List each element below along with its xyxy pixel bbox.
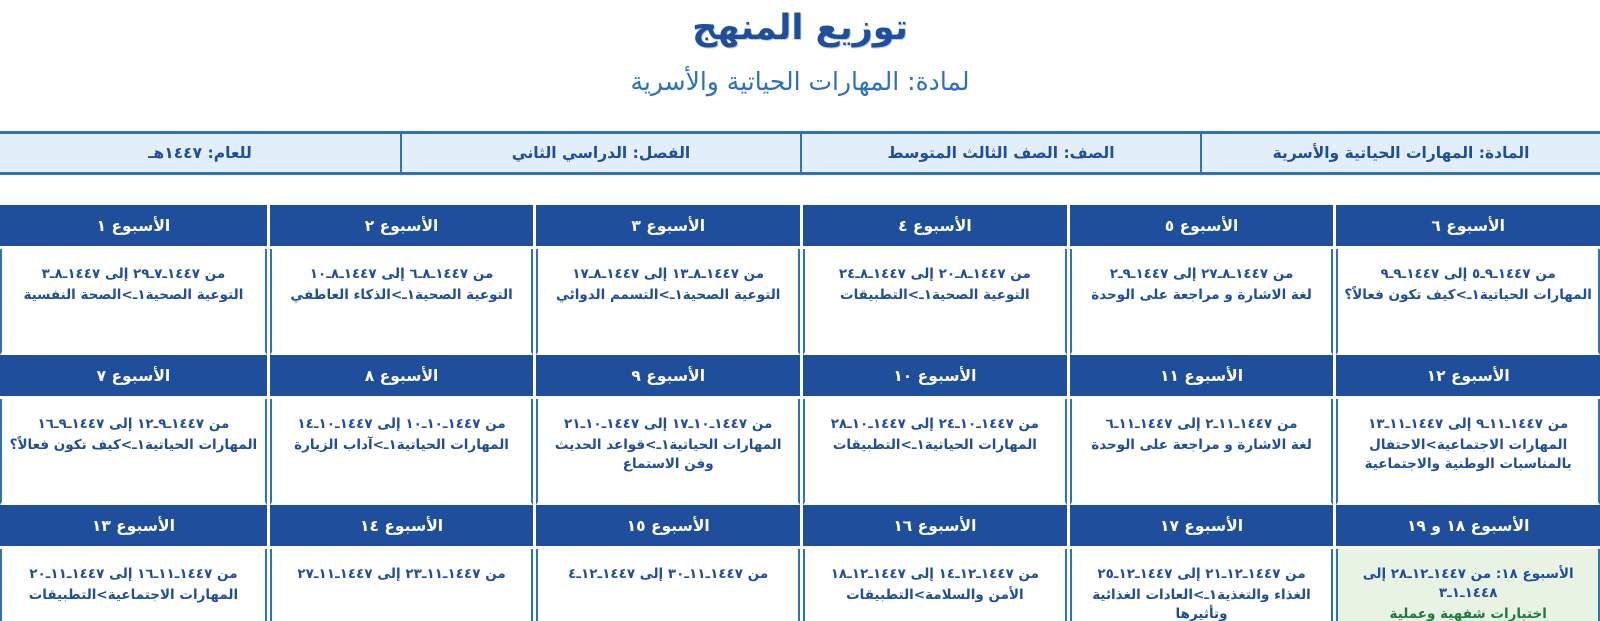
week-header: الأسبوع ١ [0,205,267,249]
week-cell[interactable] [1067,505,1334,621]
week-body [803,549,1067,621]
week-dates: من ١٤٤٧ـ١٢ـ٢١ إلى ١٤٤٧ـ١٢ـ٢٥ [1097,566,1306,582]
week-header: الأسبوع ٤ [803,205,1067,249]
week-header: الأسبوع ١٣ [0,505,267,549]
week-header: الأسبوع ٧ [0,355,267,399]
page-subtitle: لمادة: المهارات الحياتية والأسرية [630,67,970,96]
page-title: توزيع المنهج [692,8,908,48]
week-row [0,505,1600,621]
week-body [803,249,1067,355]
week-topic: التوعية الصحية١ـ>الصحة النفسية [23,287,244,303]
week-body [270,549,534,621]
week-header: الأسبوع ١٢ [1336,355,1600,399]
week-topic: المهارات الاجتماعية>الاحتفال بالمناسبات الوطنية والاجتماعية [1364,437,1572,472]
week-header: الأسبوع ٦ [1336,205,1600,249]
week-body [0,399,267,505]
week-row [0,205,1600,355]
week-body [0,249,267,355]
week-header: الأسبوع ١٥ [536,505,800,549]
week-body [1336,249,1600,355]
week-body [1336,549,1600,621]
week-dates: من ١٤٤٧ـ١١ـ١٦ إلى ١٤٤٧ـ١١ـ٢٠ [29,566,238,582]
week-cell[interactable] [1333,355,1600,505]
week-dates: الأسبوع ١٨: من ١٤٤٧ـ١٢ـ٢٨ إلى ١٤٤٨ـ١ـ٣ [1362,566,1574,601]
week-dates: من ١٤٤٧ـ٩ـ١٢ إلى ١٤٤٧ـ٩ـ١٦ [37,416,230,432]
week-dates: من ١٤٤٧ـ٨ـ٢٧ إلى ١٤٤٧ـ٩ـ٢ [1109,266,1294,282]
week-cell[interactable] [267,505,534,621]
week-topic: لغة الاشارة و مراجعة على الوحدة [1091,437,1312,453]
week-row [0,355,1600,505]
week-header: الأسبوع ١٠ [803,355,1067,399]
week-topic: المهارات الحياتية١ـ>قواعد الحديث وفن الاستماع [554,437,782,472]
week-topic: المهارات الحياتية١ـ>كيف تكون فعالاً؟ [9,437,258,453]
week-topic: الأمن والسلامة>التطبيقات [846,587,1024,603]
week-header: الأسبوع ١٧ [1070,505,1334,549]
info-term: الفصل: الدراسي الثاني [400,134,800,172]
week-cell[interactable] [0,355,267,505]
week-body [1336,399,1600,505]
week-dates: من ١٤٤٧ـ١٠ـ١٧ إلى ١٤٤٧ـ١٠ـ٢١ [564,416,773,432]
week-topic: لغة الاشارة و مراجعة على الوحدة [1091,287,1312,303]
week-dates: من ١٤٤٧ـ١١ـ٢ إلى ١٤٤٧ـ١١ـ٦ [1105,416,1298,432]
week-dates: من ١٤٤٧ـ١٠ـ١٠ إلى ١٤٤٧ـ١٠ـ١٤ [297,416,506,432]
week-body [1070,399,1334,505]
week-header: الأسبوع ٥ [1070,205,1334,249]
week-dates: من ١٤٤٧ـ١١ـ٢٣ إلى ١٤٤٧ـ١١ـ٢٧ [297,566,506,582]
week-header: الأسبوع ١٨ و ١٩ [1336,505,1600,549]
info-subject: المادة: المهارات الحياتية والأسرية [1200,134,1600,172]
week-cell[interactable] [533,355,800,505]
week-cell[interactable] [1067,355,1334,505]
week-header: الأسبوع ٨ [270,355,534,399]
week-dates: من ١٤٤٧ـ٩ـ٥ إلى ١٤٤٧ـ٩ـ٩ [1380,266,1556,282]
week-cell[interactable] [1333,205,1600,355]
week-topic: المهارات الحياتية١ـ>التطبيقات [832,437,1037,453]
week-dates: من ١٤٤٧ـ٨ـ٦ إلى ١٤٤٧ـ٨ـ١٠ [309,266,494,282]
week-cell[interactable] [0,205,267,355]
week-header: الأسبوع ٢ [270,205,534,249]
week-header: الأسبوع ٩ [536,355,800,399]
week-topic: التوعية الصحية١ـ>التطبيقات [840,287,1030,303]
week-body [1070,249,1334,355]
week-cell[interactable] [800,355,1067,505]
info-grade: الصف: الصف الثالث المتوسط [800,134,1200,172]
week-topic: الغذاء والتغذية١ـ>العادات الغذائية وتأثيرها [1092,587,1311,621]
week-cell[interactable] [533,505,800,621]
week-dates: من ١٤٤٧ـ١٠ـ٢٤ إلى ١٤٤٧ـ١٠ـ٢٨ [830,416,1040,432]
week-cell[interactable] [267,205,534,355]
week-dates: من ١٤٤٧ـ١١ـ٩ إلى ١٤٤٧ـ١١ـ١٣ [1368,416,1569,432]
week-cell[interactable] [800,205,1067,355]
week-header: الأسبوع ١١ [1070,355,1334,399]
week-body [270,249,534,355]
week-topic: المهارات الحياتية١ـ>كيف تكون فعالاً؟ [1344,287,1592,303]
week-body [270,399,534,505]
week-cell[interactable] [1067,205,1334,355]
week-cell[interactable] [800,505,1067,621]
info-year: للعام: ١٤٤٧هـ [148,144,252,162]
week-body [536,399,800,505]
weeks-grid [0,205,1600,621]
week-cell[interactable] [533,205,800,355]
week-header: الأسبوع ١٤ [270,505,534,549]
week-dates: من ١٤٤٧ـ١١ـ٣٠ إلى ١٤٤٧ـ١٢ـ٤ [568,566,769,582]
week-header: الأسبوع ١٦ [803,505,1067,549]
week-topic: اختبارات شفهية وعملية [1389,606,1547,621]
week-topic: المهارات الاجتماعية>التطبيقات [28,587,239,603]
week-body [803,399,1067,505]
week-dates: من ١٤٤٧ـ٨ـ٢٠ إلى ١٤٤٧ـ٨ـ٢٤ [838,266,1031,282]
week-header: الأسبوع ٣ [536,205,800,249]
week-cell[interactable] [267,355,534,505]
course-info-bar [0,131,1600,175]
week-body [1070,549,1334,621]
week-body [536,249,800,355]
week-dates: من ١٤٤٧ـ٧ـ٢٩ إلى ١٤٤٧ـ٨ـ٣ [41,266,226,282]
week-body [536,549,800,621]
week-dates: من ١٤٤٧ـ٨ـ١٣ إلى ١٤٤٧ـ٨ـ١٧ [572,266,765,282]
week-topic: المهارات الحياتية١ـ>آداب الزيارة [294,437,509,453]
week-topic: التوعية الصحية١ـ>الذكاء العاطفي [290,287,513,303]
week-body [0,549,267,621]
week-cell[interactable] [1333,505,1600,621]
week-topic: التوعية الصحية١ـ>التسمم الدوائي [556,287,781,303]
week-dates: من ١٤٤٧ـ١٢ـ١٤ إلى ١٤٤٧ـ١٢ـ١٨ [830,566,1040,582]
week-cell[interactable] [0,505,267,621]
title-block [0,0,1600,102]
